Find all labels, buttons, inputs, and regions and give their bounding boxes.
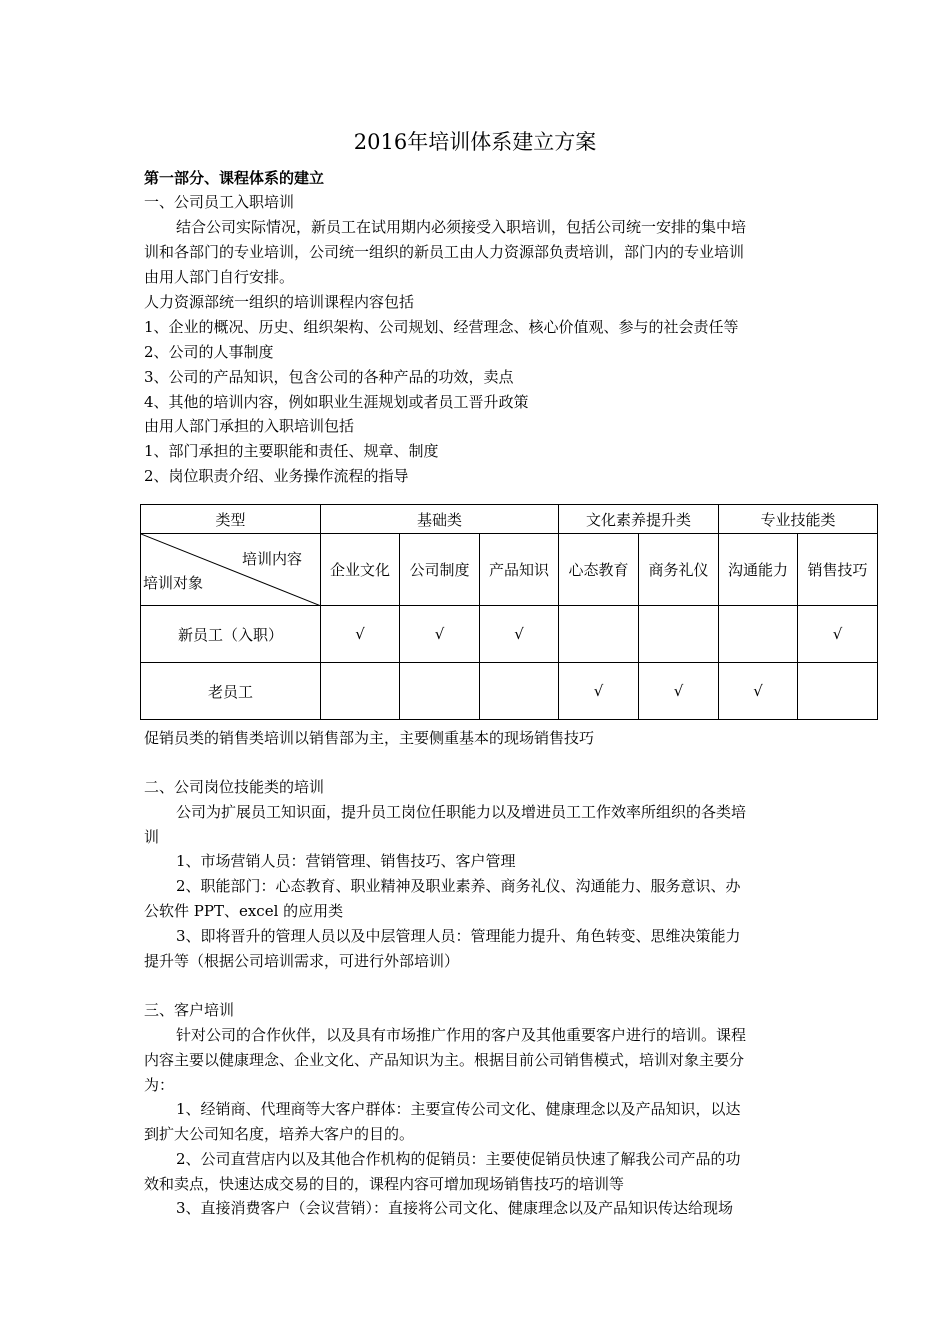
section3-line: 2、公司直营店内以及其他合作机构的促销员：主要使促销员快速了解我公司产品的功 [176,1150,741,1168]
row-label: 新员工（入职） [141,606,321,663]
dept-item: 1、部门承担的主要职能和责任、规章、制度 [144,442,439,460]
section2-line: 2、职能部门：心态教育、职业精神及职业素养、商务礼仪、沟通能力、服务意识、办 [176,877,741,895]
section2-line: 3、即将晋升的管理人员以及中层管理人员：管理能力提升、角色转变、思维决策能力 [176,927,741,945]
dept-intro: 由用人部门承担的入职培训包括 [144,417,355,435]
column-header: 产品知识 [480,534,559,606]
table-row [141,606,878,663]
table-cell [559,606,639,663]
section2-line: 公司为扩展员工知识面，提升员工岗位任职能力以及增进员工工作效率所组织的各类培 [176,803,747,821]
section2-line: 训 [144,828,160,846]
table-cell: √ [400,606,480,663]
column-header: 沟通能力 [719,534,798,606]
dept-item: 2、岗位职责介绍、业务操作流程的指导 [144,467,409,485]
group-header: 专业技能类 [719,505,878,534]
table-column-row [141,534,878,606]
column-header: 商务礼仪 [639,534,719,606]
hr-item: 2、公司的人事制度 [144,343,274,361]
section1-para-line: 结合公司实际情况，新员工在试用期内必须接受入职培训，包括公司统一安排的集中培 [176,218,747,236]
section3-line: 针对公司的合作伙伴，以及具有市场推广作用的客户及其他重要客户进行的培训。课程 [176,1026,747,1044]
table-cell [719,606,798,663]
hr-intro: 人力资源部统一组织的培训课程内容包括 [144,293,415,311]
section3-line: 1、经销商、代理商等大客户群体：主要宣传公司文化、健康理念以及产品知识，以达 [176,1100,741,1118]
section2-line: 1、市场营销人员：营销管理、销售技巧、客户管理 [176,852,516,870]
column-header: 公司制度 [400,534,480,606]
table-cell: √ [719,663,798,720]
hr-item: 1、企业的概况、历史、组织架构、公司规划、经营理念、核心价值观、参与的社会责任等 [144,318,739,336]
group-header: 文化素养提升类 [559,505,719,534]
section3-line: 内容主要以健康理念、企业文化、产品知识为主。根据目前公司销售模式，培训对象主要分 [144,1051,745,1069]
section2-heading: 二、公司岗位技能类的培训 [144,778,325,796]
diagonal-header-cell [141,534,321,606]
column-header: 销售技巧 [798,534,878,606]
table-cell: √ [559,663,639,720]
table-cell: √ [321,606,400,663]
diag-top-label: 培训内容 [241,550,302,568]
section1-heading: 一、公司员工入职培训 [144,193,295,211]
training-matrix-table [140,504,878,720]
section3-line: 效和卖点，快速达成交易的目的，课程内容可增加现场销售技巧的培训等 [144,1175,625,1193]
table-cell: √ [639,663,719,720]
table-cell: √ [480,606,559,663]
section1-para-line: 由用人部门自行安排。 [144,268,295,286]
section3-line: 为： [144,1076,175,1094]
section3-heading: 三、客户培训 [144,1001,235,1019]
table-cell [798,663,878,720]
hr-item: 3、公司的产品知识，包含公司的各种产品的功效，卖点 [144,368,514,386]
type-header: 类型 [141,505,321,534]
table-cell [400,663,480,720]
table-cell [480,663,559,720]
table-header-row [141,505,878,534]
table-cell [321,663,400,720]
section1-para-line: 训和各部门的专业培训，公司统一组织的新员工由人力资源部负责培训，部门内的专业培训 [144,243,745,261]
table-cell: √ [798,606,878,663]
table-note: 促销员类的销售类培训以销售部为主，主要侧重基本的现场销售技巧 [144,729,595,747]
part1-heading: 第一部分、课程体系的建立 [144,169,325,187]
section3-line: 3、直接消费客户（会议营销）：直接将公司文化、健康理念以及产品知识传达给现场 [176,1199,734,1217]
table-row [141,663,878,720]
group-header: 基础类 [321,505,559,534]
hr-item: 4、其他的培训内容，例如职业生涯规划或者员工晋升政策 [144,393,529,411]
section2-line: 公软件 PPT、excel 的应用类 [144,902,344,920]
document-title: 2016年培训体系建立方案 [353,130,597,154]
section3-line: 到扩大公司知名度，培养大客户的目的。 [144,1125,415,1143]
diagonal-line [141,534,321,606]
section2-line: 提升等（根据公司培训需求，可进行外部培训） [144,952,460,970]
row-label: 老员工 [141,663,321,720]
column-header: 企业文化 [321,534,400,606]
table-cell [639,606,719,663]
column-header: 心态教育 [559,534,639,606]
diag-bottom-label: 培训对象 [143,574,204,592]
